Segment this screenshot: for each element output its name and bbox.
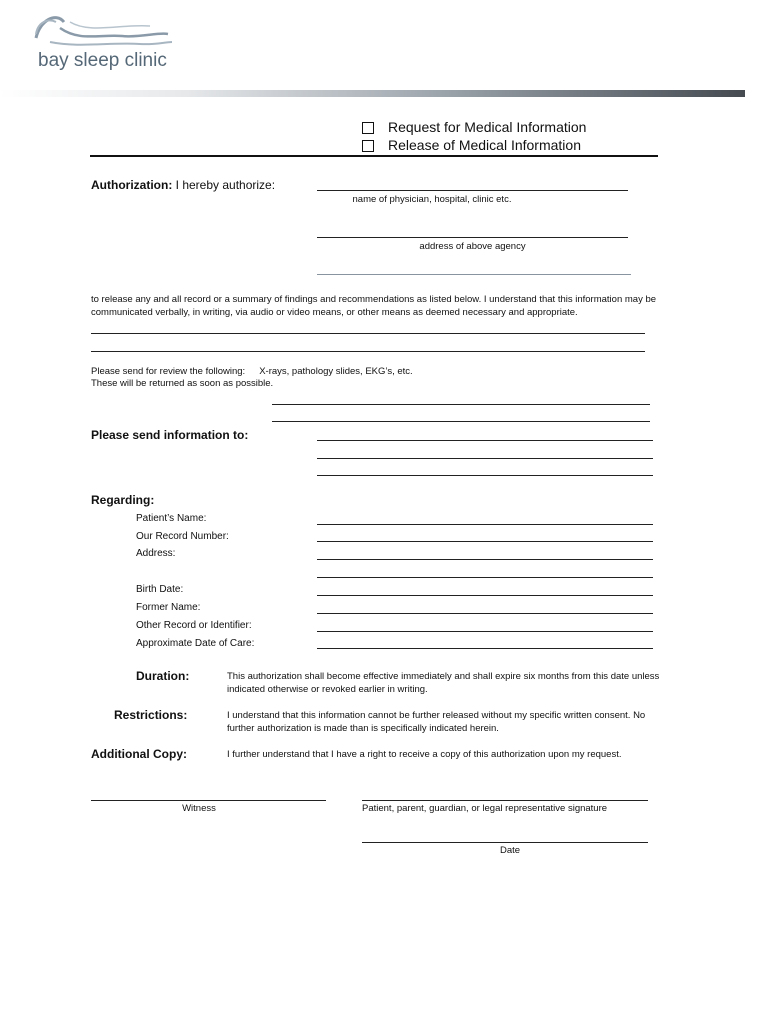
send-to-field-3[interactable] [317,475,653,476]
birth-date-field[interactable] [317,595,653,596]
date-signature-field[interactable] [362,842,648,843]
release-line-1[interactable] [91,333,645,334]
other-identifier-field[interactable] [317,631,653,632]
send-to-field-1[interactable] [317,440,653,441]
agency-address-field[interactable] [317,237,628,238]
duration-label: Duration: [136,669,190,683]
patient-name-label: Patient’s Name: [136,513,207,524]
option-request[interactable] [362,118,586,136]
review-field-2[interactable] [272,421,650,422]
former-name-field[interactable] [317,613,653,614]
physician-name-field[interactable] [317,190,628,191]
witness-signature-field[interactable] [91,800,326,801]
wave-logo-icon [30,8,190,54]
physician-name-caption: name of physician, hospital, clinic etc. [352,194,512,205]
agency-address-field-2[interactable] [317,274,631,275]
release-line-2[interactable] [91,351,645,352]
address-field-1[interactable] [317,559,653,560]
authorization-label: Authorization: I hereby authorize: [91,178,276,192]
agency-address-caption: address of above agency [419,241,526,252]
header-rule [90,155,658,157]
logo-text: bay sleep clinic [38,50,167,71]
review-line-1: Please send for review the following: X-rays, pathology slides, EKG’s, etc. [91,366,413,377]
restrictions-text: I understand that this information cannot be further released without my specific written consent. No further authorization is made than is specifically indicated herein. [227,710,646,734]
other-identifier-label: Other Record or Identifier: [136,620,252,631]
duration-text: This authorization shall become effective immediately and shall expire six months from this date unless indicated otherwise or revoked earlier in writing. [227,671,660,695]
record-number-label: Our Record Number: [136,531,229,542]
address-field-2[interactable] [317,577,653,578]
request-checkbox[interactable] [362,122,374,134]
additional-copy-text: I further understand that I have a right to receive a copy of this authorization upon my request. [227,749,622,760]
regarding-heading: Regarding: [91,493,155,507]
patient-name-field[interactable] [317,524,653,525]
address-label: Address: [136,548,176,559]
date-of-care-label: Approximate Date of Care: [136,638,255,649]
option-request-label: Request for Medical Information [388,119,587,135]
patient-signature-field[interactable] [362,800,648,801]
option-release[interactable] [362,136,581,154]
release-statement: to release any and all record or a summary of findings and recommendations as listed below. I understand that this information may be communicated verbally, in writing, via audio or video means, or other means as deemed necessary and appropriate. [91,294,657,318]
birth-date-label: Birth Date: [136,584,184,595]
send-to-field-2[interactable] [317,458,653,459]
review-line-2: These will be returned as soon as possible. [91,378,274,389]
patient-signature-caption: Patient, parent, guardian, or legal representative signature [362,803,608,814]
clinic-logo [30,8,190,78]
restrictions-label: Restrictions: [114,708,188,722]
additional-copy-label: Additional Copy: [91,747,187,761]
witness-caption: Witness [182,803,216,814]
former-name-label: Former Name: [136,602,201,613]
review-field-1[interactable] [272,404,650,405]
date-caption: Date [499,845,521,856]
record-number-field[interactable] [317,541,653,542]
send-to-label: Please send information to: [91,428,249,442]
header-band [0,90,745,97]
release-checkbox[interactable] [362,140,374,152]
date-of-care-field[interactable] [317,648,653,649]
option-release-label: Release of Medical Information [388,137,581,153]
